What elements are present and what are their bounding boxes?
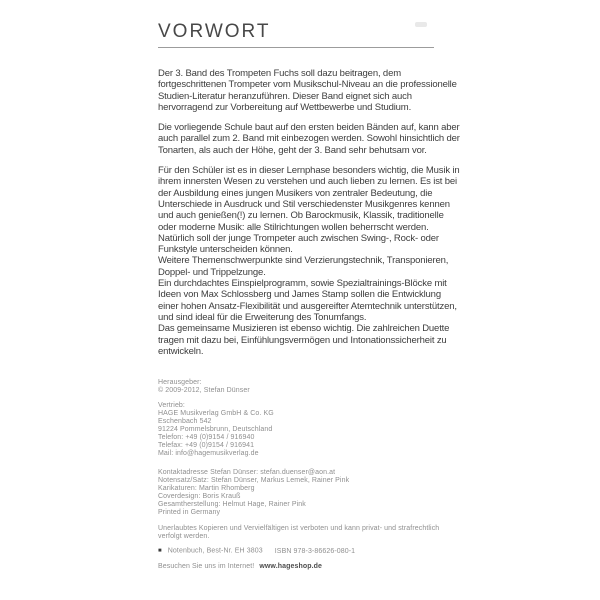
distribution-city: 91224 Pommelsbrunn, Deutschland (158, 426, 273, 434)
distribution-block (158, 402, 460, 458)
copyright-notice-block (158, 525, 460, 541)
paragraph-intro: Der 3. Band des Trompeten Fuchs soll dazu beitragen, dem fortgeschrittenen Trompeter vom Musikschul-Niveau an die professionelle Studien-Literatur heranzuführen. Dieser Band eignet sich auch hervorragend zur Vorbereitung auf Wettbewerbe und Studium. (158, 68, 457, 113)
copyright-notice: Unerlaubtes Kopieren und Vervielfältigen ist verboten und kann privat- und strafrechtlich verfolgt werden. (158, 525, 440, 541)
credit-printed: Printed in Germany (158, 509, 221, 517)
distribution-mail: Mail: info@hagemusikverlag.de (158, 450, 259, 458)
credit-contact: Kontaktadresse Stefan Dünser: stefan.duenser@aon.at (158, 469, 336, 477)
credit-karikaturen: Karikaturen: Martin Rhomberg (158, 485, 255, 493)
product-line (158, 547, 460, 556)
web-line (158, 563, 460, 571)
publisher-copyright: © 2009-2012, Stefan Dünser (158, 387, 250, 395)
credits-block (158, 469, 460, 517)
web-invite-text: Besuchen Sie uns im Internet! (158, 562, 255, 570)
publisher-block (158, 379, 460, 395)
paragraph-themen: Weitere Themenschwerpunkte sind Verzierungstechnik, Transponieren, Doppel- und Trippelzunge. (158, 255, 449, 278)
page-title: VORWORT (158, 21, 271, 42)
distribution-fax: Telefax: +49 (0)9154 / 916941 (158, 442, 255, 450)
square-bullet-icon: ■ (158, 548, 162, 555)
distribution-company: HAGE Musikverlag GmbH & Co. KG (158, 410, 274, 418)
web-url: www.hageshop.de (259, 562, 323, 570)
isbn-number: ISBN 978-3-86626-080-1 (274, 547, 356, 555)
paragraph-schueler: Für den Schüler ist es in dieser Lernphase besonders wichtig, die Musik in ihrem innersten Wesen zu verstehen und auch lieben zu lernen. Es ist bei der Ausbildung eines jungen Musikers von zentraler Bedeutung, die Unterschiede in Ausdruck und Stil verschiedenster Musikgenres kennen und auch genießen(!) zu lernen. Ob Barockmusik, Klassik, traditionelle oder moderne Musik: alle Stilrichtungen wollen beherrscht werden. Natürlich soll der junge Trompeter auch zwischen Swing-, Rock- oder Funkstyle unterscheiden können. (158, 165, 460, 256)
imprint-section (158, 379, 460, 571)
distribution-street: Eschenbach 542 (158, 418, 212, 426)
paragraph-musizieren: Das gemeinsame Musizieren ist ebenso wichtig. Die zahlreichen Duette tragen mit dazu bei, Einfühlungsvermögen und Intonationssicherheit zu entwickeln. (158, 323, 450, 357)
distribution-phone: Telefon: +49 (0)9154 / 916940 (158, 434, 255, 442)
paragraph-einspielprogramm: Ein durchdachtes Einspielprogramm, sowie Spezialtrainings-Blöcke mit Ideen von Max Schlossberg und James Stamp sollen die Entwicklung einer hohen Ansatz-Flexibilität und ausgereifter Atemtechnik unterstützen, und sind ideal für die Erweiterung des Tonumfangs. (158, 278, 457, 323)
credit-gesamtherstellung: Gesamtherstellung: Helmut Hage, Rainer Pink (158, 501, 306, 509)
product-number: Notenbuch, Best-Nr. EH 3803 (167, 547, 263, 555)
credit-notensatz: Notensatz/Satz: Stefan Dünser, Markus Lemek, Rainer Pink (158, 477, 350, 485)
title-divider (158, 47, 434, 48)
paragraph-schule: Die vorliegende Schule baut auf den ersten beiden Bänden auf, kann aber auch parallel zum 2. Band mit einbezogen werden. Sowohl hinsichtlich der Tonarten, als auch der Höhe, geht der 3. Band sehr behutsam vor. (158, 122, 460, 156)
page-content (158, 20, 460, 578)
distribution-label: Vertrieb: (158, 402, 185, 410)
credit-coverdesign: Coverdesign: Boris Krauß (158, 493, 241, 501)
publisher-label: Herausgeber: (158, 379, 202, 387)
